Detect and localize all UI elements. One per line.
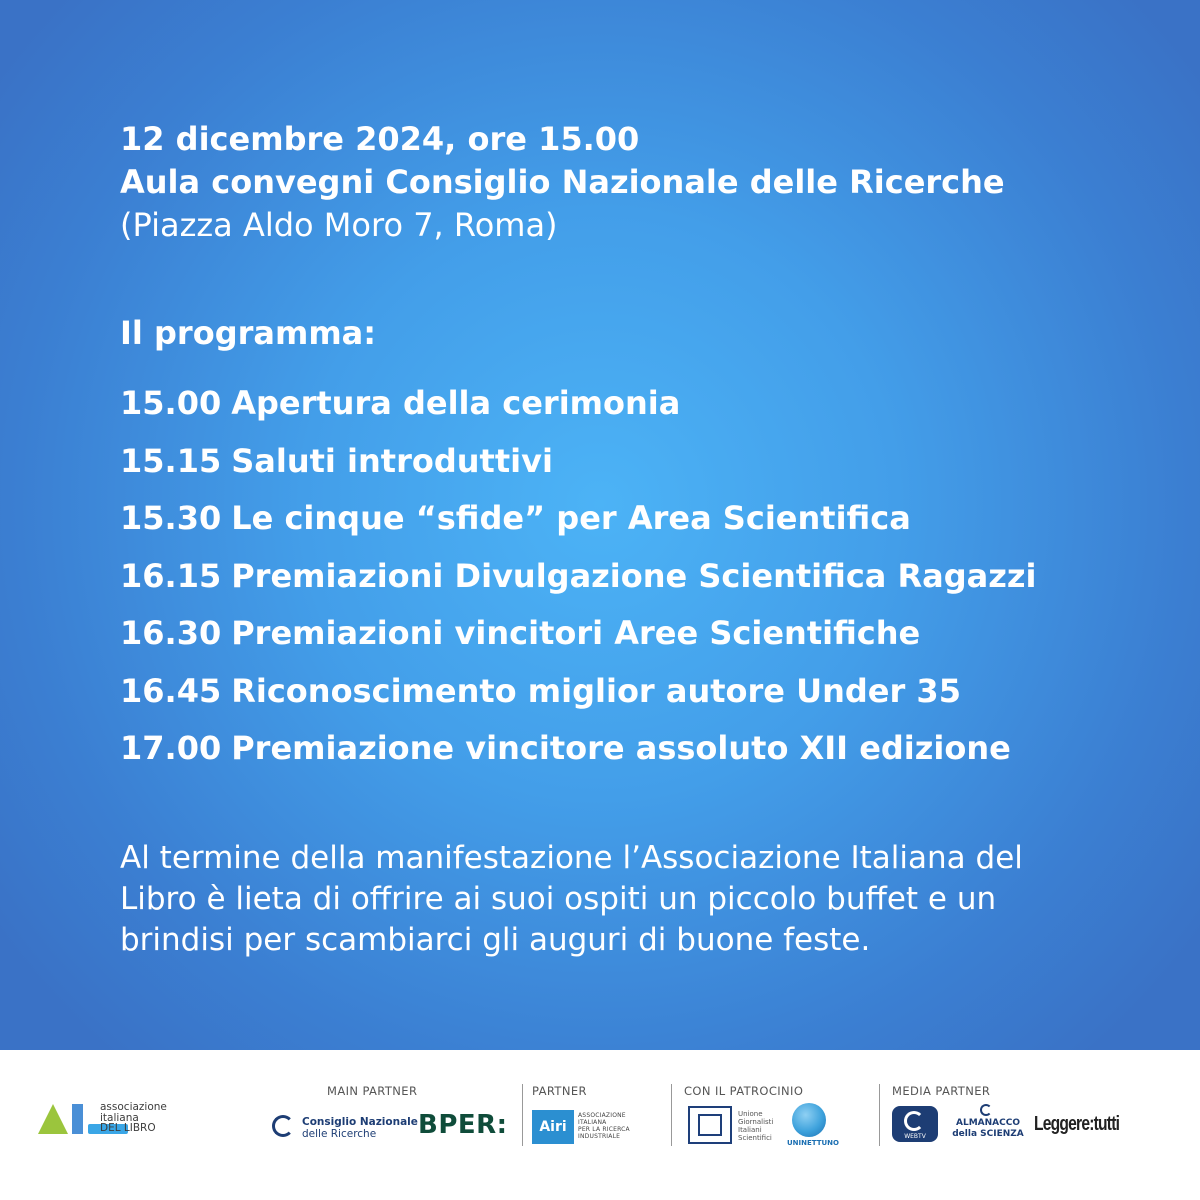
programme-label: Premiazioni vincitori Aree Scientifiche <box>231 614 921 652</box>
globe-icon <box>792 1103 826 1137</box>
section-divider <box>522 1084 523 1146</box>
programme-time: 16.15 <box>120 556 222 595</box>
ugis-line: Giornalisti <box>738 1118 774 1126</box>
airi-line: INDUSTRIALE <box>578 1133 621 1140</box>
ugis-logo-text <box>738 1110 773 1142</box>
programme-label: Saluti introduttivi <box>231 441 553 480</box>
ail-logo <box>38 1102 178 1142</box>
programme-time: 16.45 <box>120 671 222 710</box>
ugis-inner-icon <box>698 1114 722 1136</box>
programme-time: 16.30 <box>120 614 222 652</box>
programme-label: Riconoscimento miglior autore Under 35 <box>231 671 961 710</box>
patronage-label: CON IL PATROCINIO <box>684 1084 804 1098</box>
cnr-ring-icon <box>272 1115 294 1137</box>
airi-line: ITALIANA <box>578 1119 607 1126</box>
programme-time: 15.30 <box>120 499 222 537</box>
ugis-line: Unione <box>738 1110 763 1118</box>
programme-list <box>120 379 1036 782</box>
programme-time: 15.00 <box>120 384 222 422</box>
airi-line: PER LA RICERCA <box>578 1126 630 1133</box>
ail-triangle-icon <box>38 1104 68 1134</box>
airi-logo-text <box>578 1112 630 1140</box>
almanacco-logo-text <box>952 1118 1024 1140</box>
programme-time: 15.15 <box>120 441 222 480</box>
ail-logo-text <box>100 1102 167 1134</box>
ail-logo-line: italiana <box>100 1111 139 1124</box>
webtv-ring-icon <box>904 1111 924 1131</box>
airi-line: ASSOCIAZIONE <box>578 1112 626 1119</box>
partner-label: PARTNER <box>532 1084 587 1098</box>
programme-title: Il programma: <box>120 314 377 352</box>
main-partner-label: MAIN PARTNER <box>327 1084 418 1098</box>
ail-logo-line: DEL LIBRO <box>100 1122 156 1134</box>
ail-bar-icon <box>72 1104 83 1134</box>
ail-logo-line: associazione <box>100 1101 167 1113</box>
ugis-line: Italiani <box>738 1126 762 1134</box>
webtv-text: WEBTV <box>904 1133 926 1140</box>
uninettuno-logo-text: UNINETTUNO <box>787 1139 839 1147</box>
event-date: 12 dicembre 2024, ore 15.00 <box>120 120 640 158</box>
almanacco-icon <box>980 1104 992 1116</box>
leggere-tutti-logo: Leggere:tutti <box>1034 1113 1120 1135</box>
programme-label: Le cinque “sfide” per Area Scientifica <box>231 499 911 537</box>
cnr-line: delle Ricerche <box>302 1128 377 1140</box>
event-details <box>120 118 1005 247</box>
ugis-logo-icon <box>688 1106 732 1144</box>
programme-label: Premiazioni Divulgazione Scientifica Ragazzi <box>231 556 1037 595</box>
closing-note: Al termine della manifestazione l’Associazione Italiana del Libro è lieta di offrire ai suoi ospiti un piccolo buffet e un brindisi per scambiarci gli auguri di buone feste. <box>120 840 1023 958</box>
media-partner-label: MEDIA PARTNER <box>892 1084 991 1098</box>
cnr-line: Consiglio Nazionale <box>302 1116 418 1128</box>
section-divider <box>671 1084 672 1146</box>
programme-item <box>120 667 1036 725</box>
bper-logo: BPER: <box>418 1110 508 1140</box>
event-address: (Piazza Aldo Moro 7, Roma) <box>120 206 558 244</box>
section-divider <box>879 1084 880 1146</box>
programme-item <box>120 379 1036 437</box>
cnr-logo-text <box>302 1116 418 1140</box>
programme-item <box>120 724 1036 782</box>
cnr-logo <box>272 1114 418 1144</box>
programme-label: Apertura della cerimonia <box>231 384 681 422</box>
programme-item <box>120 552 1036 610</box>
almanacco-line: ALMANACCO <box>956 1118 1020 1128</box>
event-venue: Aula convegni Consiglio Nazionale delle Ricerche <box>120 163 1005 201</box>
almanacco-line: della SCIENZA <box>952 1129 1024 1139</box>
webtv-logo <box>892 1106 938 1142</box>
programme-item <box>120 494 1036 552</box>
airi-logo: Airi <box>532 1110 574 1144</box>
programme-item <box>120 437 1036 495</box>
programme-time: 17.00 <box>120 729 222 767</box>
programme-item <box>120 609 1036 667</box>
programme-label: Premiazione vincitore assoluto XII edizione <box>231 729 1011 767</box>
ugis-line: Scientifici <box>738 1134 772 1142</box>
